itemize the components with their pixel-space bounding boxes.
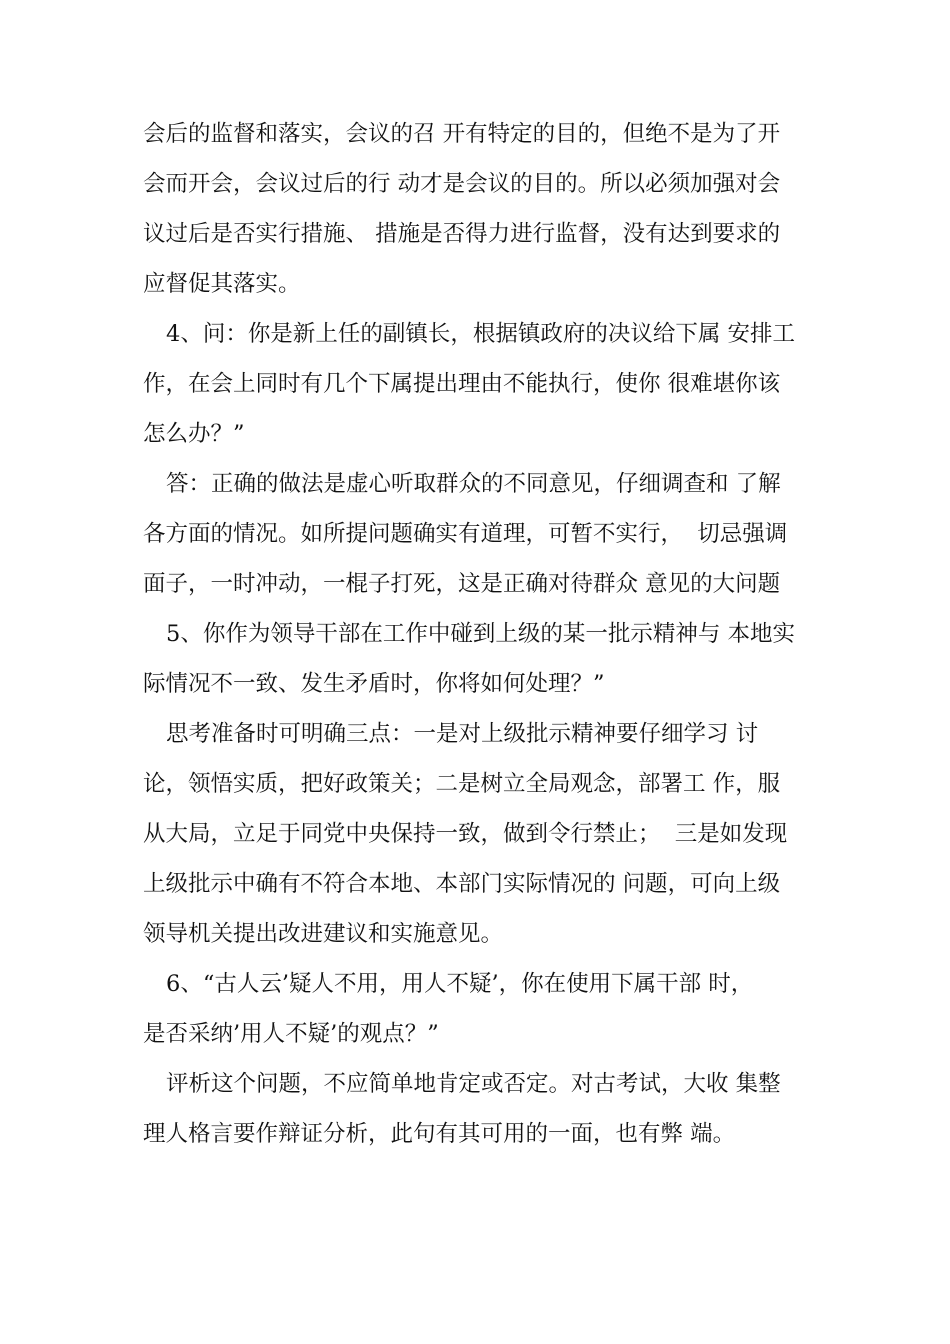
question-6-line: 是否采纳’用人不疑’的观点？” xyxy=(143,1021,439,1047)
answer-6-line: 评析这个问题，不应简单地肯定或否定。对古考试，大收 集整 xyxy=(166,1071,781,1097)
answer-5-line: 思考准备时可明确三点：一是对上级批示精神要仔细学习 讨 xyxy=(166,721,759,747)
answer-5-line: 领导机关提出改进建议和实施意见。 xyxy=(143,921,504,947)
answer-4-line: 答：正确的做法是虚心听取群众的不同意见，仔细调查和 了解 xyxy=(166,471,781,497)
answer-4-line: 面子，一时冲动，一棍子打死，这是正确对待群众 意见的大问题 xyxy=(143,571,781,597)
text-line: 会而开会，会议过后的行 动才是会议的目的。所以必须加强对会 xyxy=(143,171,781,197)
question-5-line: 际情况不一致、发生矛盾时，你将如何处理？” xyxy=(143,671,605,697)
question-4-line: 4、问：你是新上任的副镇长，根据镇政府的决议给下属 安排工 xyxy=(166,321,795,347)
answer-6-line: 理人格言要作辩证分析，此句有其可用的一面，也有弊 端。 xyxy=(143,1121,736,1147)
question-4-line: 怎么办？” xyxy=(143,421,245,447)
question-4-line: 作，在会上同时有几个下属提出理由不能执行，使你 很难堪你该 xyxy=(143,371,781,397)
answer-5-line: 从大局，立足于同党中央保持一致，做到令行禁止； 三是如发现 xyxy=(143,821,788,847)
answer-5-line: 上级批示中确有不符合本地、本部门实际情况的 问题，可向上级 xyxy=(143,871,781,897)
text-line: 会后的监督和落实，会议的召 开有特定的目的，但绝不是为了开 xyxy=(143,121,781,147)
answer-4-line: 各方面的情况。如所提问题确实有道理，可暂不实行， 切忌强调 xyxy=(143,521,788,547)
text-line: 应督促其落实。 xyxy=(143,271,301,297)
answer-5-line: 论，领悟实质，把好政策关；二是树立全局观念，部署工 作，服 xyxy=(143,771,781,797)
question-6-line: 6、“古人云’疑人不用，用人不疑’，你在使用下属干部 时， xyxy=(166,971,754,997)
text-line: 议过后是否实行措施、 措施是否得力进行监督，没有达到要求的 xyxy=(143,221,781,247)
question-5-line: 5、你作为领导干部在工作中碰到上级的某一批示精神与 本地实 xyxy=(166,621,795,647)
